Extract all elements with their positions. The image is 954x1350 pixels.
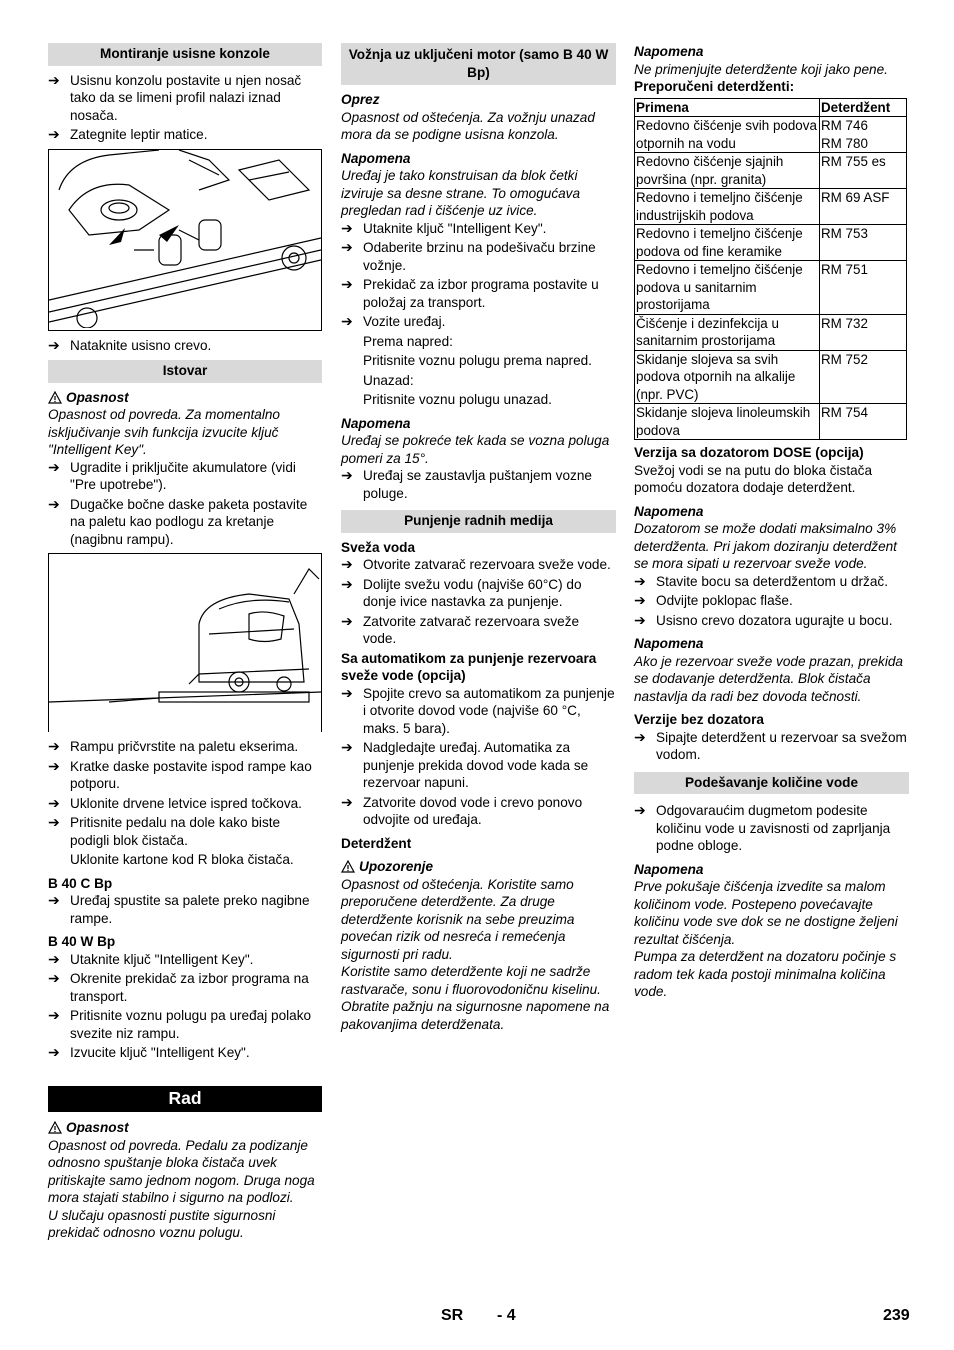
note-text: Ako je rezervoar sveže vode prazan, prekida se dodavanje deterdženta. Blok čistača nastavlja da radi bez dovoda tečnosti. [634,653,903,704]
indented-note: Prema napred: [363,333,453,349]
table-cell: Skidanje slojeva linoleumskih podova [635,404,820,440]
column-left [48,43,322,1242]
note-text: Prve pokušaje čišćenja izvedite sa malom količinom vode. Postepeno povećavajte količinu vode sve dok se ne dostigne željeni rezultat čišćenja. [634,879,898,947]
table-row [635,261,907,315]
danger-label: Opasnost [48,389,322,407]
table-cell: Skidanje slojeva sa svih podova otpornih na alkalije (npr. PVC) [635,350,820,404]
footer-language: SR [441,1307,464,1324]
list-item: ➔ Pritisnite voznu polugu pa uređaj polako svezite niz rampu. [48,1007,312,1041]
heading-sveza-voda: Sveža voda [341,539,416,555]
table-cell: RM 69 ASF [820,189,907,225]
note-label: Napomena [634,636,704,651]
list-item: ➔ Zatvorite dovod vode i crevo ponovo odvojite od uređaja. [341,793,583,827]
table-cell: RM 732 [820,314,907,350]
column-header-primena: Primena [635,98,820,117]
column-right [634,43,909,1001]
table-cell: RM 755 es [820,153,907,189]
arrow-icon: ➔ [48,814,60,830]
dose-text: Svežoj vodi se na putu do bloka čistača pomoću dozatora dodaje deterdžent. [634,462,873,495]
recommended-detergents-label: Preporučeni deterdženti: [634,79,795,94]
arrow-icon: ➔ [341,239,353,255]
figure-suction-mount [48,149,322,331]
list-item: ➔ Zatvorite zatvarač rezervoara sveže vode. [341,612,580,646]
column-header-deterdzent: Deterdžent [820,98,907,117]
detergent-table [634,98,907,441]
arrow-icon: ➔ [634,611,646,628]
arrow-icon: ➔ [48,757,60,774]
table-cell: Čišćenje i dezinfekcija u sanitarnim prostorijama [635,314,820,350]
oprez-label: Oprez [341,92,380,107]
list-istovar-2 [48,738,322,869]
list-item: ➔ Uređaj se zaustavlja puštanjem vozne poluge. [341,467,592,501]
upozorenje-text: Opasnost od oštećenja. Koristite samo preporučene deterdžente. Za druge deterdžente korisnik na sebe preuzima povećan rizik od nesreća i remećenja sigurnosti pri radu. [341,876,575,962]
list-item: ➔ Usisnu konzolu postavite u njen nosač tako da se limeni profil nalazi iznad nosača. [48,71,302,123]
list-item: ➔ Utaknite ključ "Intelligent Key". [341,219,547,236]
indented-note: Pritisnite voznu polugu prema napred. [363,353,592,368]
indented-note: Unazad: [363,372,414,388]
list-item: ➔ Ugradite i priključite akumulatore (vidi "Pre upotrebe"). [48,458,296,492]
note-text: Uređaj je tako konstruisan da blok četki izviruje sa desne strane. To omogućava pregledan rad i čišćenje uz ivice. [341,168,581,218]
arrow-icon: ➔ [48,126,60,142]
table-row [635,189,907,225]
arrow-icon: ➔ [48,71,60,88]
arrow-icon: ➔ [634,802,646,818]
table-cell: Redovno i temeljno čišćenje podova u sanitarnim prostorijama [635,261,820,315]
note-text: Dozatorom se može dodati maksimalno 3% deterdženta. Pri jakom doziranju deterdžent se mora sipati u rezervoar sveže vode. [634,521,897,571]
list-item: ➔ Rampu pričvrstite na paletu ekserima. [48,738,299,754]
figure-unloading [48,553,322,732]
arrow-icon: ➔ [48,1044,60,1060]
column-middle [341,43,616,1033]
indented-note: Uklonite kartone kod R bloka čistača. [70,852,294,867]
arrow-icon: ➔ [341,467,353,483]
table-cell: Redovno čišćenje sjajnih površina (npr. granita) [635,153,820,189]
list-dose [634,573,909,630]
arrow-icon: ➔ [48,950,60,967]
table-row [635,225,907,261]
arrow-icon: ➔ [634,572,646,589]
heading-dose: Verzija sa dozatorom DOSE (opcija) [634,445,864,460]
list-item: ➔ Odaberite brzinu na podešivaču brzine vožnje. [341,239,596,273]
arrow-icon: ➔ [341,739,353,755]
note-label: Napomena [341,415,411,431]
list-voznja [341,220,616,409]
list-montiranje [48,72,322,144]
table-row [635,117,907,153]
heading-rad: Rad [48,1086,322,1113]
list-item: ➔ Spojite crevo sa automatikom za punjenje i otvorite dovod vode (najviše 60 °C, maks. 5 bara). [341,684,615,736]
table-cell: RM 752 [820,350,907,404]
list-item: ➔ Odgovaraućim dugmetom podesite količinu vode u zavisnosti od zaprljanja podne obloge. [634,802,891,853]
suction-mount-illustration [49,150,321,328]
table-cell: RM 753 [820,225,907,261]
list-item: ➔ Okrenite prekidač za izbor programa na transport. [48,970,309,1004]
oprez-text: Opasnost od oštećenja. Za vožnju unazad mora da se podigne usisna konzola. [341,109,595,142]
list-b40w [48,951,322,1062]
arrow-icon: ➔ [341,219,353,236]
footer-page-number: - 4 [497,1307,516,1324]
list-item: ➔ Kratke daske postavite ispod rampe kao potporu. [48,757,312,791]
list-item: ➔ Utaknite ključ "Intelligent Key". [48,950,254,967]
arrow-icon: ➔ [48,794,60,811]
list-item: ➔ Sipajte deterdžent u rezervoar sa svežom vodom. [634,728,907,762]
arrow-icon: ➔ [341,612,353,629]
arrow-icon: ➔ [48,970,60,986]
arrow-icon: ➔ [48,336,60,353]
list-item: ➔ Pritisnite pedalu na dole kako biste podigli blok čistača. [48,814,281,848]
table-row [635,153,907,189]
note-text: Uređaj se pokreće tek kada se vozna poluga pomeri za 15°. [341,433,610,466]
heading-b40c: B 40 C Bp [48,875,113,891]
note-label: Napomena [634,44,704,59]
heading-automatik: Sa automatikom za punjenje rezervoara sveže vode (opcija) [341,650,597,683]
table-row [635,350,907,404]
indented-note: Pritisnite voznu polugu unazad. [363,392,552,407]
list-item: ➔ Prekidač za izbor programa postavite u položaj za transport. [341,276,599,310]
table-cell: RM 751 [820,261,907,315]
heading-voznja: Vožnja uz uključeni motor (samo B 40 W Bp) [341,43,616,85]
table-cell: RM 754 [820,404,907,440]
arrow-icon: ➔ [634,592,646,608]
warning-icon [48,391,62,404]
arrow-icon: ➔ [48,892,60,908]
table-cell: Redovno i temeljno čišćenje industrijskih podova [635,189,820,225]
list-item: ➔ Zategnite leptir matice. [48,126,208,142]
heading-podesavanje: Podešavanje količine vode [634,772,909,795]
arrow-icon: ➔ [48,458,60,475]
list-sveza [341,556,616,648]
note-label: Napomena [634,861,704,877]
arrow-icon: ➔ [341,684,353,701]
upozorenje-text-2: Koristite samo deterdžente koji ne sadrže rastvarače, sonu i fluorovodoničnu kiselinu. Obratite pažnju na sigurnosne napomene na pakovanjima deterdženata. [341,964,610,1032]
heading-b40w: B 40 W Bp [48,934,116,949]
warning-icon [341,860,355,873]
istovar-warning-text: Opasnost od povreda. Za momentalno isključivanje svih funkcija izvucite ključ "Intelligent Key". [48,407,280,457]
list-item: ➔ Usisno crevo dozatora ugurajte u bocu. [634,611,893,628]
arrow-icon: ➔ [341,313,353,329]
heading-bez-dozatora: Verzije bez dozatora [634,712,764,727]
table-header-row [635,98,907,117]
table-row [635,404,907,440]
table-cell: Redovno i temeljno čišćenje podova od fine keramike [635,225,820,261]
arrow-icon: ➔ [634,728,646,745]
list-item: ➔ Dolijte svežu vodu (najviše 60°C) do donje ivice nastavka za punjenje. [341,575,582,609]
rad-warning-text: Opasnost od povreda. Pedalu za podizanje odnosno spuštanje bloka čistača uvek pritiskajte samo jednom nogom. Druga noga mora stajati stabilno i sigurno na podlozi. [48,1137,315,1205]
note-text-2: Pumpa za deterdžent na dozatoru počinje s radom tek kada postoji minimalna količina vode. [634,949,897,999]
rad-warning-text-2: U slučaju opasnosti pustite sigurnosni prekidač odnosno voznu polugu. [48,1207,276,1240]
note-label: Napomena [634,503,704,519]
note-text: Ne primenjujte deterdžente koji jako pene. [634,61,888,77]
list-item: ➔ Izvucite ključ "Intelligent Key". [48,1044,250,1060]
table-cell: RM 746 RM 780 [820,117,907,153]
heading-deterdzent: Deterdžent [341,835,412,851]
table-cell: Redovno čišćenje svih podova otpornih na vodu [635,117,820,153]
note-label: Napomena [341,150,411,166]
footer-total-page: 239 [883,1307,910,1324]
arrow-icon: ➔ [341,556,353,572]
list-item: ➔ Odvijte poklopac flaše. [634,592,793,608]
heading-istovar: Istovar [48,360,322,383]
list-istovar [48,459,322,549]
list-item: ➔ Stavite bocu sa deterdžentom u držač. [634,572,888,589]
warning-label: Upozorenje [341,858,616,876]
arrow-icon: ➔ [341,575,353,592]
danger-label: Opasnost [48,1119,322,1137]
heading-punjenje: Punjenje radnih medija [341,510,616,533]
arrow-icon: ➔ [48,738,60,754]
list-item: ➔ Dugačke bočne daske paketa postavite na paletu kao podlogu za kretanje (nagibnu rampu). [48,495,308,547]
unloading-illustration [49,554,321,730]
list-automatik [341,685,616,829]
arrow-icon: ➔ [48,495,60,512]
list-item: ➔ Nadgledajte uređaj. Automatika za punjenje prekida dovod vode kada se rezervoar napuni. [341,739,589,790]
list-item: ➔ Uređaj spustite sa palete preko nagibne rampe. [48,892,310,926]
table-row [635,314,907,350]
arrow-icon: ➔ [341,793,353,810]
heading-montiranje: Montiranje usisne konzole [48,43,322,66]
arrow-icon: ➔ [341,276,353,292]
list-item: ➔ Otvorite zatvarač rezervoara sveže vode. [341,556,611,572]
list-item: ➔ Uklonite drvene letvice ispred točkova. [48,794,302,811]
warning-icon [48,1121,62,1134]
list-item: ➔ Nataknite usisno crevo. [48,336,212,353]
arrow-icon: ➔ [48,1007,60,1023]
list-item: ➔ Vozite uređaj. [341,313,446,329]
